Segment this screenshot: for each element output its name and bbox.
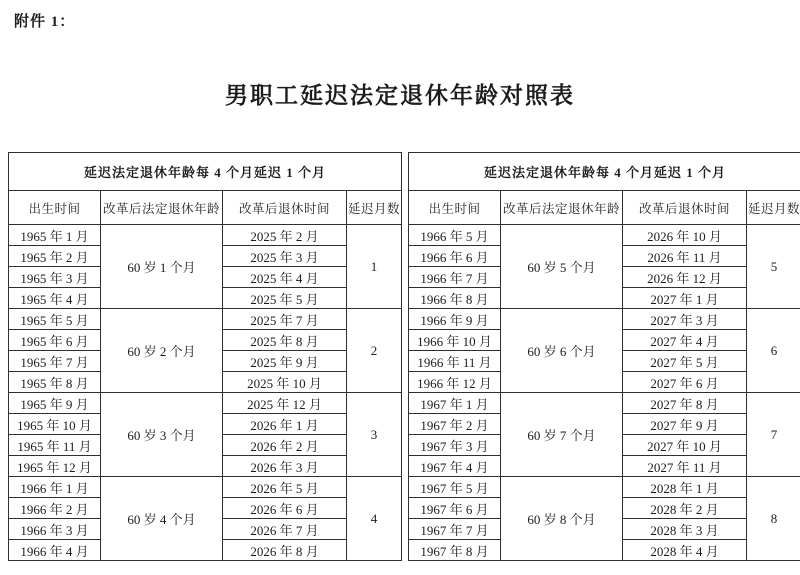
birth-date-cell: 1966 年 9 月 [409,309,501,330]
retirement-date-cell: 2026 年 1 月 [223,414,347,435]
birth-date-cell: 1966 年 5 月 [409,225,501,246]
retirement-date-cell: 2026 年 10 月 [623,225,747,246]
birth-date-cell: 1965 年 12 月 [9,456,101,477]
column-header-cell: 出生时间 [9,191,101,225]
retirement-date-cell: 2027 年 5 月 [623,351,747,372]
retirement-date-cell: 2026 年 6 月 [223,498,347,519]
table-panel-right [408,152,800,561]
birth-date-cell: 1965 年 4 月 [9,288,101,309]
retirement-date-cell: 2027 年 6 月 [623,372,747,393]
table-row [9,477,402,498]
attachment-label: 附件 1： [14,14,76,30]
table-header-row [409,153,800,191]
column-header-cell: 改革后退休时间 [623,191,747,225]
table-panel-left [8,152,402,561]
column-header-cell: 延迟月数 [747,191,800,225]
retirement-date-cell: 2025 年 5 月 [223,288,347,309]
table-row [409,309,800,330]
retirement-date-cell: 2025 年 10 月 [223,372,347,393]
birth-date-cell: 1966 年 3 月 [9,519,101,540]
delay-months-cell: 2 [347,309,402,393]
delay-months-cell: 1 [347,225,402,309]
birth-date-cell: 1965 年 11 月 [9,435,101,456]
retirement-date-cell: 2027 年 4 月 [623,330,747,351]
delay-months-cell: 4 [347,477,402,561]
retirement-age-cell: 60 岁 7 个月 [501,393,623,477]
table-row [9,393,402,414]
column-header-row [9,191,402,225]
retirement-date-cell: 2026 年 11 月 [623,246,747,267]
birth-date-cell: 1966 年 12 月 [409,372,501,393]
birth-date-cell: 1965 年 7 月 [9,351,101,372]
retirement-date-cell: 2025 年 12 月 [223,393,347,414]
birth-date-cell: 1967 年 5 月 [409,477,501,498]
retirement-date-cell: 2025 年 7 月 [223,309,347,330]
table-header-row [9,153,402,191]
column-header-cell: 延迟月数 [347,191,402,225]
retirement-date-cell: 2027 年 11 月 [623,456,747,477]
retirement-date-cell: 2025 年 8 月 [223,330,347,351]
column-header-row [409,191,800,225]
span-header-cell: 延迟法定退休年龄每 4 个月延迟 1 个月 [409,153,800,191]
birth-date-cell: 1965 年 5 月 [9,309,101,330]
birth-date-cell: 1966 年 11 月 [409,351,501,372]
retirement-date-cell: 2025 年 9 月 [223,351,347,372]
birth-date-cell: 1966 年 10 月 [409,330,501,351]
retirement-date-cell: 2027 年 3 月 [623,309,747,330]
retirement-date-cell: 2026 年 7 月 [223,519,347,540]
birth-date-cell: 1965 年 9 月 [9,393,101,414]
birth-date-cell: 1967 年 8 月 [409,540,501,561]
retirement-date-cell: 2026 年 12 月 [623,267,747,288]
birth-date-cell: 1965 年 2 月 [9,246,101,267]
retirement-date-cell: 2028 年 3 月 [623,519,747,540]
birth-date-cell: 1966 年 6 月 [409,246,501,267]
retirement-date-cell: 2026 年 8 月 [223,540,347,561]
span-header-cell: 延迟法定退休年龄每 4 个月延迟 1 个月 [9,153,402,191]
retirement-date-cell: 2025 年 4 月 [223,267,347,288]
table-row [409,393,800,414]
retirement-date-cell: 2028 年 4 月 [623,540,747,561]
retirement-date-cell: 2028 年 2 月 [623,498,747,519]
birth-date-cell: 1967 年 1 月 [409,393,501,414]
column-header-cell: 改革后法定退休年龄 [501,191,623,225]
retirement-date-cell: 2026 年 2 月 [223,435,347,456]
table-row [409,225,800,246]
retirement-age-cell: 60 岁 6 个月 [501,309,623,393]
birth-date-cell: 1967 年 4 月 [409,456,501,477]
retirement-date-cell: 2026 年 5 月 [223,477,347,498]
delay-months-cell: 7 [747,393,800,477]
birth-date-cell: 1967 年 3 月 [409,435,501,456]
retirement-age-cell: 60 岁 3 个月 [101,393,223,477]
delay-months-cell: 6 [747,309,800,393]
retirement-age-cell: 60 岁 4 个月 [101,477,223,561]
retirement-date-cell: 2027 年 1 月 [623,288,747,309]
page-title: 男职工延迟法定退休年龄对照表 [225,83,575,108]
table-row [9,309,402,330]
retirement-age-cell: 60 岁 1 个月 [101,225,223,309]
birth-date-cell: 1965 年 10 月 [9,414,101,435]
birth-date-cell: 1966 年 7 月 [409,267,501,288]
retirement-date-cell: 2027 年 8 月 [623,393,747,414]
retirement-date-cell: 2025 年 3 月 [223,246,347,267]
birth-date-cell: 1966 年 1 月 [9,477,101,498]
birth-date-cell: 1967 年 2 月 [409,414,501,435]
birth-date-cell: 1967 年 7 月 [409,519,501,540]
retirement-age-cell: 60 岁 5 个月 [501,225,623,309]
retirement-date-cell: 2028 年 1 月 [623,477,747,498]
birth-date-cell: 1965 年 3 月 [9,267,101,288]
retirement-date-cell: 2027 年 9 月 [623,414,747,435]
birth-date-cell: 1965 年 1 月 [9,225,101,246]
birth-date-cell: 1967 年 6 月 [409,498,501,519]
column-header-cell: 改革后法定退休年龄 [101,191,223,225]
retirement-date-cell: 2026 年 3 月 [223,456,347,477]
column-header-cell: 改革后退休时间 [223,191,347,225]
birth-date-cell: 1966 年 8 月 [409,288,501,309]
retirement-date-cell: 2027 年 10 月 [623,435,747,456]
retirement-age-cell: 60 岁 8 个月 [501,477,623,561]
table-row [9,225,402,246]
retirement-date-cell: 2025 年 2 月 [223,225,347,246]
birth-date-cell: 1965 年 8 月 [9,372,101,393]
retirement-age-cell: 60 岁 2 个月 [101,309,223,393]
retirement-comparison-table [8,152,800,561]
birth-date-cell: 1965 年 6 月 [9,330,101,351]
delay-months-cell: 3 [347,393,402,477]
column-header-cell: 出生时间 [409,191,501,225]
table-row [409,477,800,498]
delay-months-cell: 5 [747,225,800,309]
birth-date-cell: 1966 年 2 月 [9,498,101,519]
delay-months-cell: 8 [747,477,800,561]
birth-date-cell: 1966 年 4 月 [9,540,101,561]
